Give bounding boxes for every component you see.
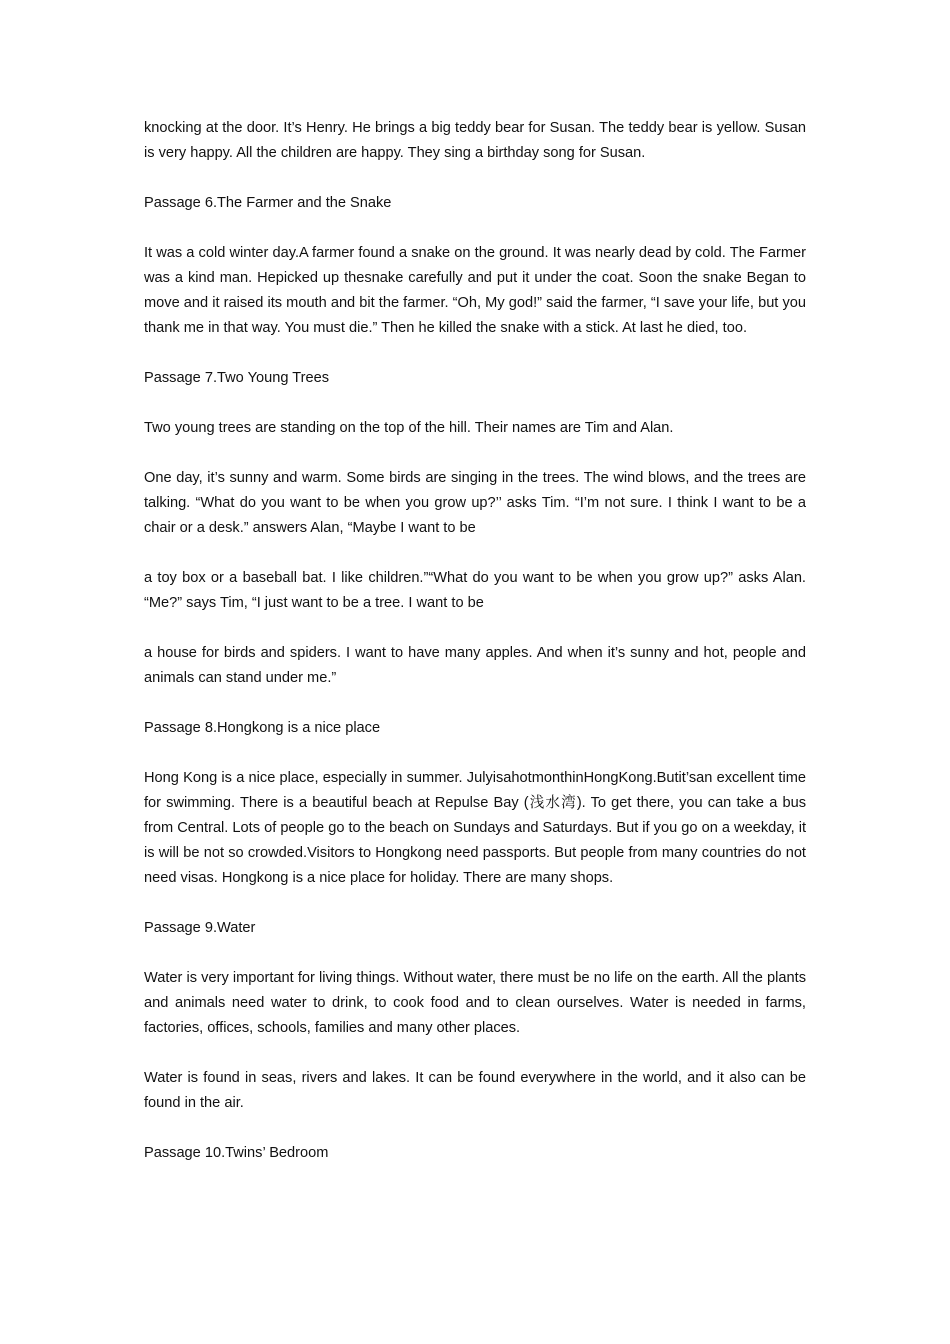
passage-heading: Passage 8.Hongkong is a nice place <box>144 720 381 736</box>
paragraph: knocking at the door. It’s Henry. He brings a big teddy bear for Susan. The teddy bear is yellow. Susan is very happy. All the children are happy. They sing a birthday song for Susan. <box>144 120 806 161</box>
paragraph: Hong Kong is a nice place, especially in summer. JulyisahotmonthinHongKong.Butit’san excellent time for swimming. There is a beautiful beach at Repulse Bay (浅水湾). To get there, you can take a bus from Central. Lots of people go to the beach on Sundays and Saturdays. But if you go on a weekday, it is will be not so crowded.Visitors to Hongkong need passports. But people from many countries do not need visas. Hongkong is a nice place for holiday. There are many shops. <box>144 770 806 886</box>
paragraph: a toy box or a baseball bat. I like children.”“What do you want to be when you grow up?” asks Alan. “Me?” says Tim, “I just want to be a tree. I want to be <box>144 570 806 611</box>
passage-heading: Passage 7.Two Young Trees <box>144 370 329 386</box>
paragraph: Water is found in seas, rivers and lakes. It can be found everywhere in the world, and it also can be found in the air. <box>144 1070 806 1111</box>
paragraph: One day, it’s sunny and warm. Some birds are singing in the trees. The wind blows, and the trees are talking. “What do you want to be when you grow up?’’ asks Tim. “I’m not sure. I think I want to be a chair or a desk.” answers Alan, “Maybe I want to be <box>144 470 806 536</box>
document-body <box>144 116 806 1191</box>
passage-heading: Passage 10.Twins’ Bedroom <box>144 1145 329 1161</box>
passage-heading: Passage 6.The Farmer and the Snake <box>144 195 392 211</box>
paragraph: Two young trees are standing on the top of the hill. Their names are Tim and Alan. <box>144 420 674 436</box>
paragraph: It was a cold winter day.A farmer found a snake on the ground. It was nearly dead by cold. The Farmer was a kind man. Hepicked up thesnake carefully and put it under the coat. Soon the snake Began to move and it raised its mouth and bit the farmer. “Oh, My god!” said the farmer, “I save your life, but you thank me in that way. You must die.” Then he killed the snake with a stick. At last he died, too. <box>144 245 806 336</box>
passage-heading: Passage 9.Water <box>144 920 256 936</box>
paragraph: a house for birds and spiders. I want to have many apples. And when it’s sunny and hot, people and animals can stand under me.” <box>144 645 806 686</box>
paragraph: Water is very important for living things. Without water, there must be no life on the earth. All the plants and animals need water to drink, to cook food and to clean ourselves. Water is needed in farms, factories, offices, schools, families and many other places. <box>144 970 806 1036</box>
